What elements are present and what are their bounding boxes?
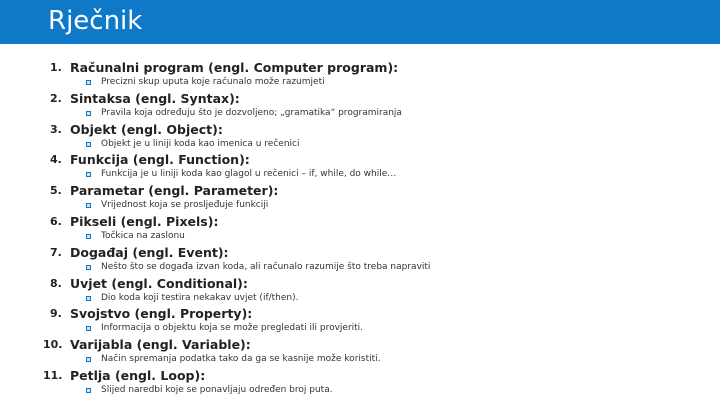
- list-item-number: 9.: [50, 307, 62, 321]
- list-item-term: Funkcija (engl. Function):: [70, 152, 250, 168]
- list-item-description: Precizni skup uputa koje računalo može razumjeti: [101, 77, 325, 87]
- square-bullet-icon: [86, 265, 91, 270]
- list-item-description: Točkica na zaslonu: [101, 231, 185, 241]
- list-item-number: 10.: [43, 338, 63, 352]
- square-bullet-icon: [86, 142, 91, 147]
- square-bullet-icon: [86, 326, 91, 331]
- list-item-number: 2.: [50, 91, 62, 105]
- list-item-term: Događaj (engl. Event):: [70, 244, 229, 260]
- list-item-number: 5.: [50, 184, 62, 198]
- square-bullet-icon: [86, 234, 91, 239]
- list-item-number: 8.: [50, 276, 62, 290]
- square-bullet-icon: [86, 296, 91, 301]
- square-bullet-icon: [86, 111, 91, 116]
- square-bullet-icon: [86, 203, 91, 208]
- list-item-description: Objekt je u liniji koda kao imenica u rečenici: [101, 138, 300, 149]
- list-item-description: Funkcija je u liniji koda kao glagol u rečenici – if, while, do while…: [101, 169, 397, 180]
- list-item-term: Objekt (engl. Object):: [70, 121, 223, 137]
- square-bullet-icon: [86, 357, 91, 362]
- list-item-term: Petlja (engl. Loop):: [70, 368, 206, 383]
- list-item-description: Vrijednost koja se prosljeđuje funkciji: [101, 200, 269, 211]
- square-bullet-icon: [86, 80, 91, 85]
- list-item-description: Informacija o objektu koja se može pregledati ili provjeriti.: [101, 323, 364, 334]
- square-bullet-icon: [86, 388, 91, 393]
- list-item-number: 4.: [50, 153, 62, 167]
- list-item-description: Način spremanja podatka tako da ga se kasnije može koristiti.: [101, 354, 381, 365]
- list-item-number: 1.: [50, 61, 62, 74]
- list-item-term: Uvjet (engl. Conditional):: [70, 275, 248, 291]
- square-bullet-icon: [86, 172, 91, 177]
- list-item-description: Nešto što se događa izvan koda, ali računalo razumije što treba napraviti: [101, 261, 431, 272]
- list-item-term: Svojstvo (engl. Property):: [70, 306, 253, 322]
- list-item-description: Slijed naredbi koje se ponavljaju određen broj puta.: [101, 385, 333, 395]
- list-item-term: Sintaksa (engl. Syntax):: [70, 90, 240, 106]
- list-item-number: 11.: [43, 369, 63, 382]
- slide-title: Rječnik: [48, 6, 143, 36]
- list-item-number: 7.: [50, 245, 62, 259]
- list-item-number: 6.: [50, 215, 62, 228]
- list-item-description: Dio koda koji testira nekakav uvjet (if/then).: [101, 292, 299, 303]
- list-item-term: Pikseli (engl. Pixels):: [70, 214, 219, 229]
- list-item-term: Parametar (engl. Parameter):: [70, 183, 279, 199]
- list-item-number: 3.: [50, 122, 62, 136]
- list-item-term: Računalni program (engl. Computer program):: [70, 60, 399, 75]
- list-item-description: Pravila koja određuju što je dozvoljeno; „gramatika“ programiranja: [101, 107, 402, 118]
- list-item-term: Varijabla (engl. Variable):: [70, 337, 251, 353]
